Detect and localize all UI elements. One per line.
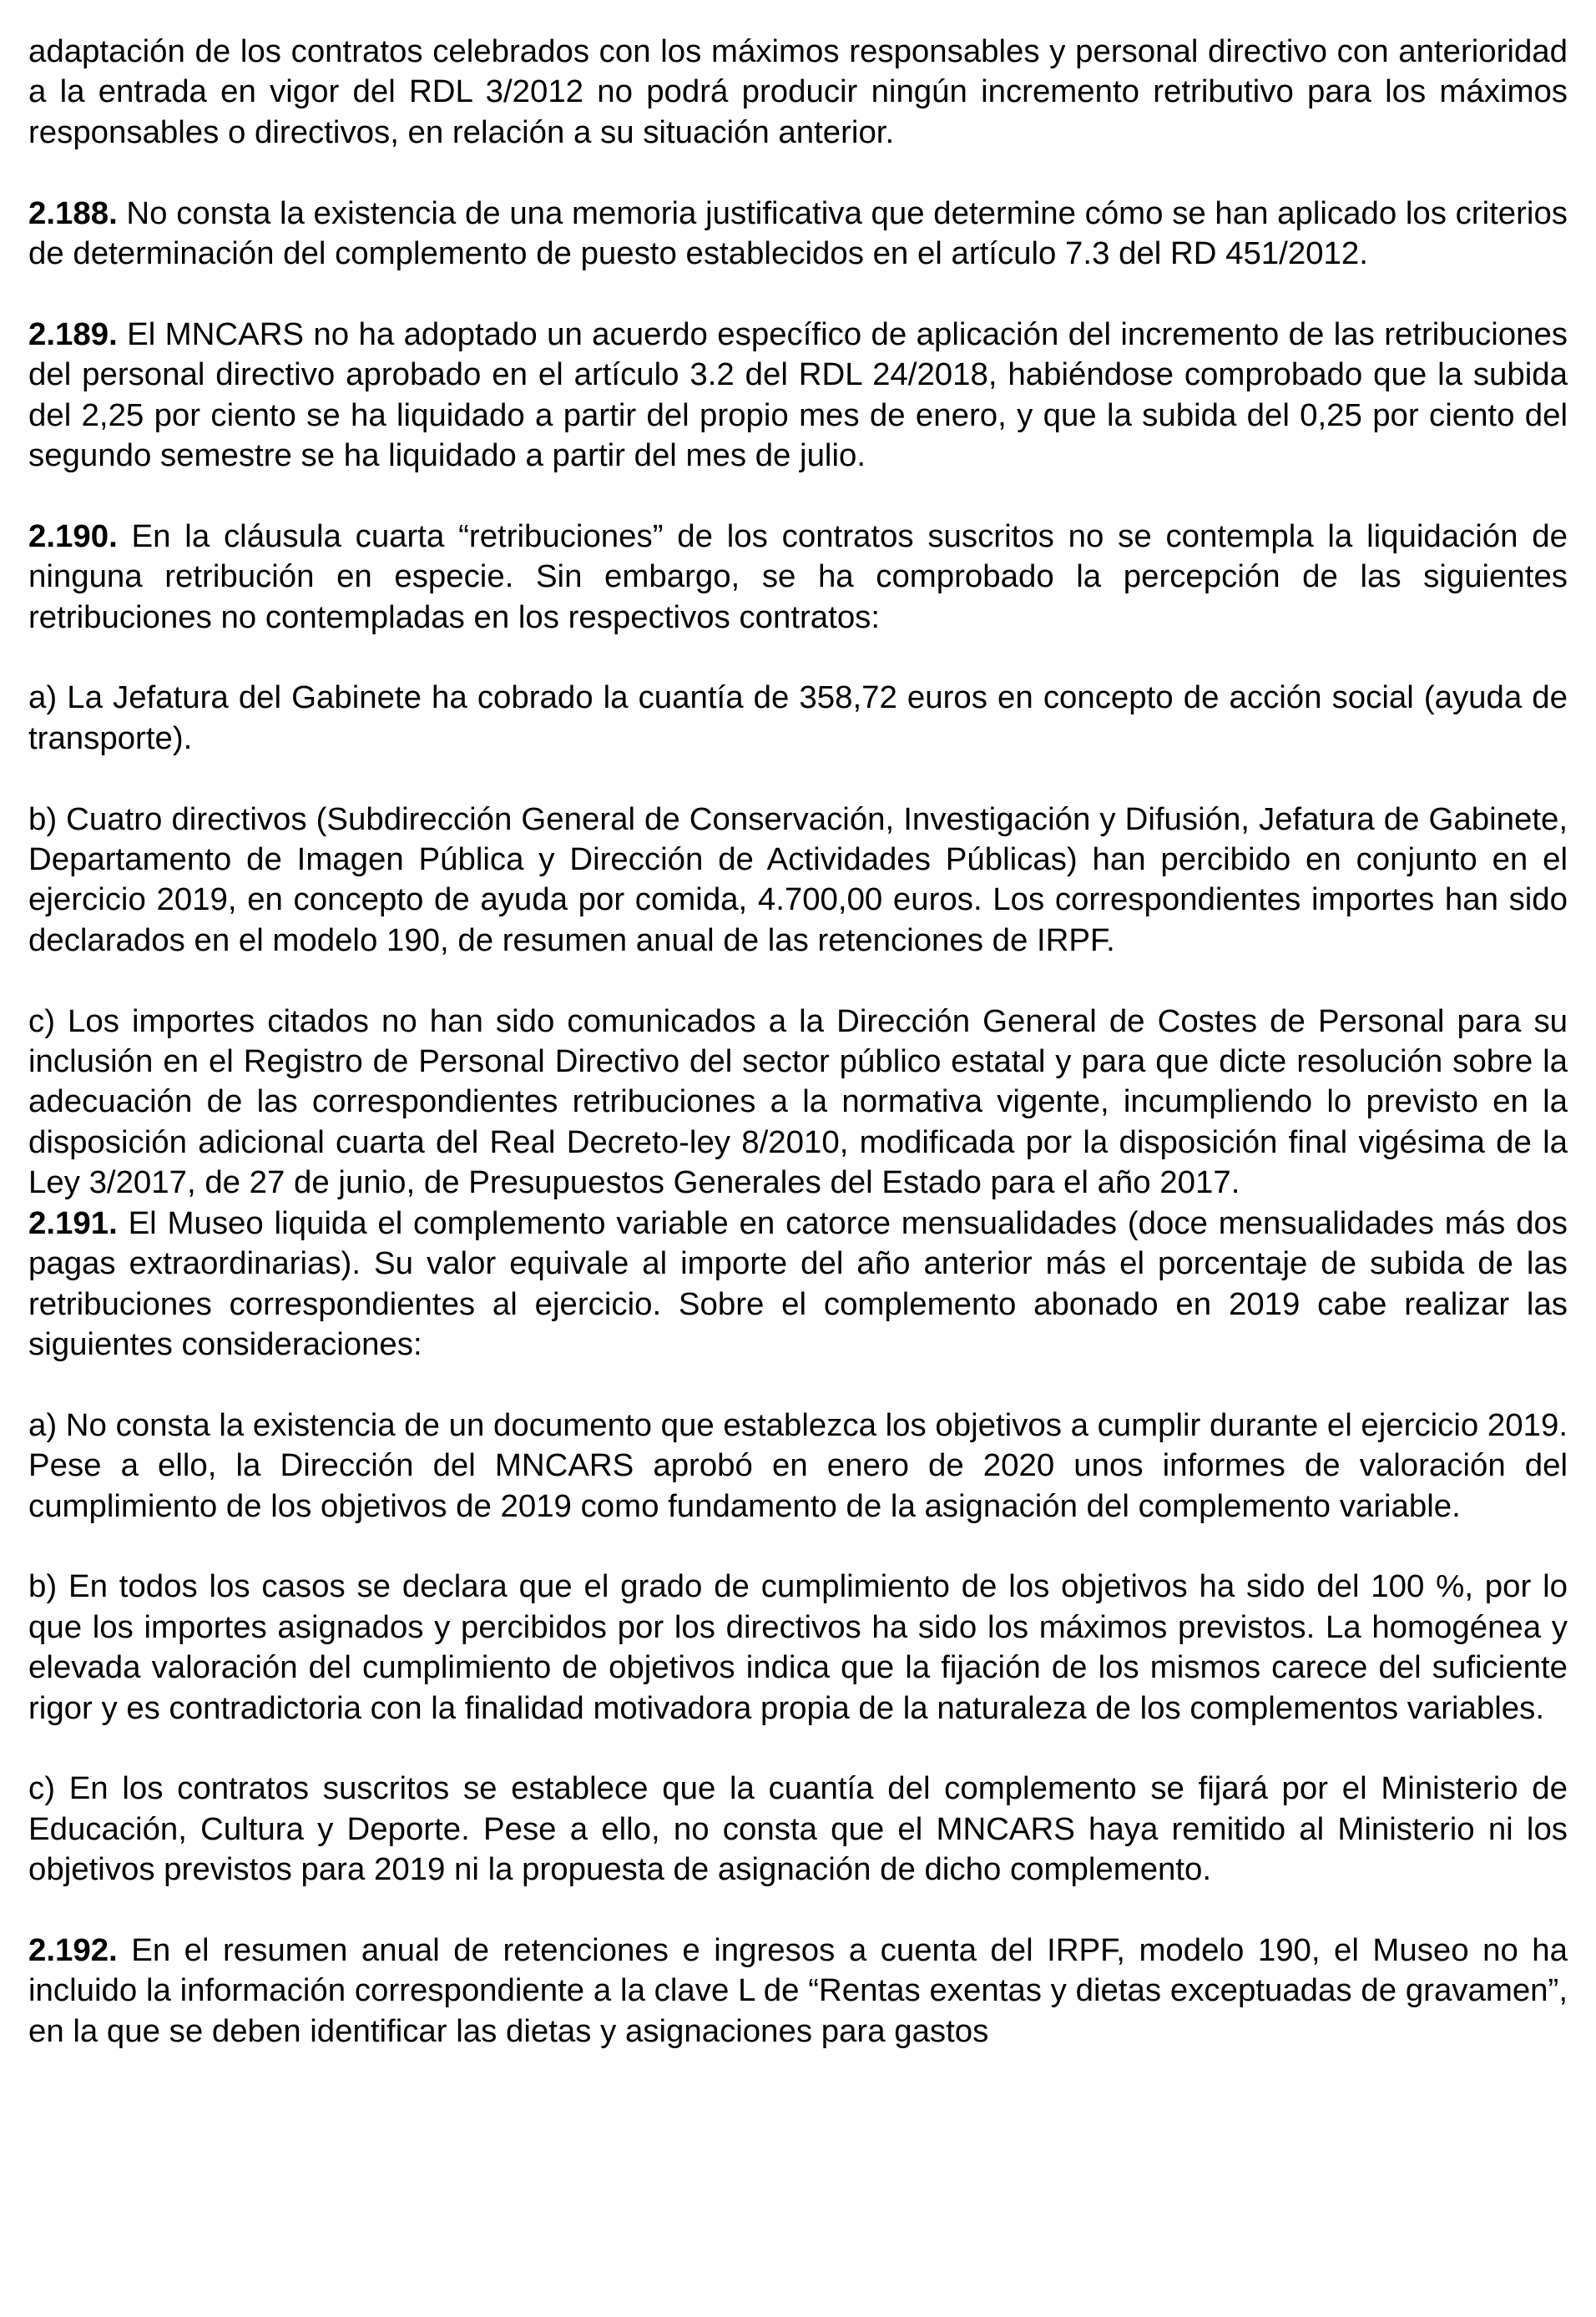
paragraph-number: 2.189. (28, 315, 118, 352)
paragraph-text: a) La Jefatura del Gabinete ha cobrado la cuantía de 358,72 euros en concepto de acción social (ayuda de transporte). (28, 679, 1568, 756)
paragraph-continuation (28, 32, 1568, 153)
paragraph-number: 2.188. (28, 194, 118, 231)
paragraph-text: No consta la existencia de una memoria justificativa que determine cómo se han aplicado los criterios de determinación del complemento de puesto establecidos en el artículo 7.3 del RD 451/2012. (28, 194, 1568, 272)
paragraph-text: El Museo liquida el complemento variable en catorce mensualidades (doce mensualidades más dos pagas extraordinarias). Su valor equivale al importe del año anterior más el porcentaje de subida de las retribuciones correspondientes al ejercicio. Sobre el complemento abonado en 2019 cabe realizar las siguientes consideraciones: (28, 1204, 1568, 1362)
paragraph-text: c) En los contratos suscritos se establece que la cuantía del complemento se fijará por el Ministerio de Educación, Cultura y Deporte. Pese a ello, no consta que el MNCARS haya remitido al Ministerio ni los objetivos previstos para 2019 ni la propuesta de asignación de dicho complemento. (28, 1770, 1568, 1888)
paragraph-text: c) Los importes citados no han sido comunicados a la Dirección General de Costes de Personal para su inclusión en el Registro de Personal Directivo del sector público estatal y para que dicte resolución sobre la adecuación de las correspondientes retribuciones a la normativa vigente, incumpliendo lo previsto en la disposición adicional cuarta del Real Decreto-ley 8/2010, modificada por la disposición final vigésima de la Ley 3/2017, de 27 de junio, de Presupuestos Generales del Estado para el año 2017. (28, 1002, 1568, 1201)
paragraph-2-190-b (28, 800, 1568, 962)
paragraph-2-190-c (28, 1002, 1568, 1204)
paragraph-text: b) En todos los casos se declara que el grado de cumplimiento de los objetivos ha sido del 100 %, por lo que los importes asignados y percibidos por los directivos ha sido los máximos previstos. La homogénea y elevada valoración del cumplimiento de objetivos indica que la fijación de los mismos carece del suficiente rigor y es contradictoria con la finalidad motivadora propia de la naturaleza de los complementos variables. (28, 1568, 1568, 1726)
paragraph-2-189 (28, 315, 1568, 477)
document-page (28, 32, 1568, 2052)
paragraph-2-191 (28, 1204, 1568, 1365)
paragraph-number: 2.191. (28, 1204, 118, 1241)
paragraph-2-190 (28, 517, 1568, 638)
paragraph-text: En el resumen anual de retenciones e ingresos a cuenta del IRPF, modelo 190, el Museo no ha incluido la información correspondiente a la clave L de “Rentas exentas y dietas exceptuadas de gravamen”, en la que se deben identificar las dietas y asignaciones para gastos (28, 1931, 1568, 2049)
paragraph-2-191-b (28, 1567, 1568, 1729)
paragraph-number: 2.190. (28, 517, 118, 554)
paragraph-2-188 (28, 194, 1568, 275)
paragraph-text: b) Cuatro directivos (Subdirección General de Conservación, Investigación y Difusión, Jefatura de Gabinete, Departamento de Imagen Pública y Dirección de Actividades Públicas) han percibido en conjunto en el ejercicio 2019, en concepto de ayuda por comida, 4.700,00 euros. Los correspondientes importes han sido declarados en el modelo 190, de resumen anual de las retenciones de IRPF. (28, 800, 1568, 958)
paragraph-text: a) No consta la existencia de un documento que establezca los objetivos a cumplir durante el ejercicio 2019. Pese a ello, la Dirección del MNCARS aprobó en enero de 2020 unos informes de valoración del cumplimiento de los objetivos de 2019 como fundamento de la asignación del complemento variable. (28, 1406, 1568, 1524)
paragraph-2-192 (28, 1931, 1568, 2052)
paragraph-2-191-a (28, 1406, 1568, 1527)
paragraph-2-191-c (28, 1769, 1568, 1890)
paragraph-number: 2.192. (28, 1931, 118, 1968)
paragraph-2-190-a (28, 678, 1568, 759)
paragraph-text: El MNCARS no ha adoptado un acuerdo específico de aplicación del incremento de las retribuciones del personal directivo aprobado en el artículo 3.2 del RDL 24/2018, habiéndose comprobado que la subida del 2,25 por ciento se ha liquidado a partir del propio mes de enero, y que la subida del 0,25 por ciento del segundo semestre se ha liquidado a partir del mes de julio. (28, 315, 1568, 474)
paragraph-text: adaptación de los contratos celebrados con los máximos responsables y personal directivo con anterioridad a la entrada en vigor del RDL 3/2012 no podrá producir ningún incremento retributivo para los máximos responsables o directivos, en relación a su situación anterior. (28, 33, 1568, 150)
paragraph-text: En la cláusula cuarta “retribuciones” de los contratos suscritos no se contempla la liquidación de ninguna retribución en especie. Sin embargo, se ha comprobado la percepción de las siguientes retribuciones no contempladas en los respectivos contratos: (28, 517, 1568, 635)
